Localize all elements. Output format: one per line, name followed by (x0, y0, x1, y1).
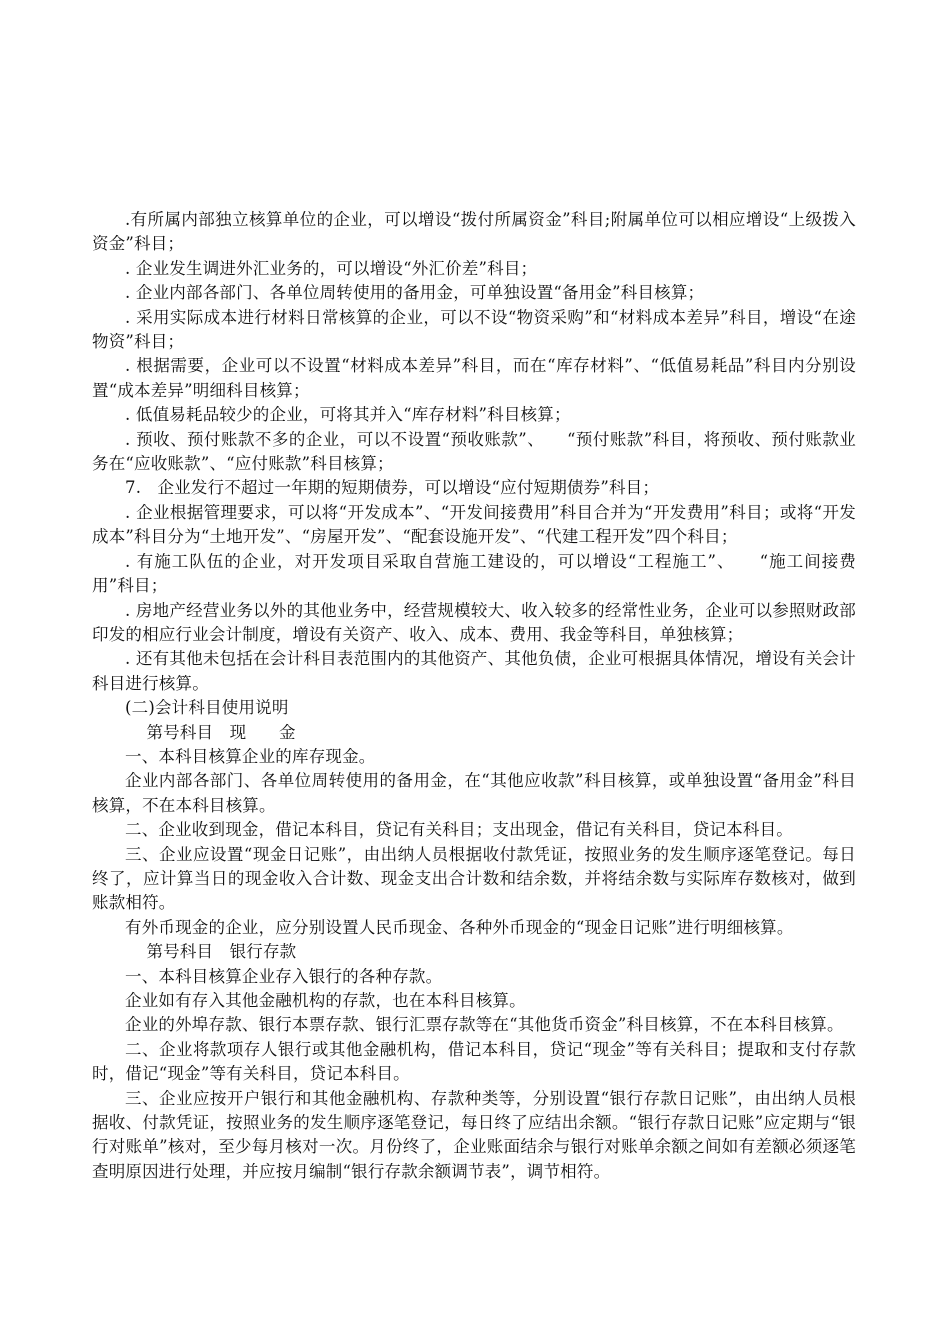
paragraph: . 还有其他未包括在会计科目表范围内的其他资产、其他负债，企业可根据具体情况，增设有关会计科目进行核算。 (92, 649, 856, 693)
paragraph: 企业内部各部门、各单位周转使用的备用金，在“其他应收款”科目核算，或单独设置“备用金”科目核算，不在本科目核算。 (92, 771, 856, 815)
paragraph: . 房地产经营业务以外的其他业务中，经营规模较大、收入较多的经常性业务，企业可以参照财政部印发的相应行业会计制度，增设有关资产、收入、成本、费用、我金等科目，单独核算； (92, 600, 856, 644)
paragraph: .有所属内部独立核算单位的企业，可以增设“拨付所属资金”科目;附属单位可以相应增设“上级拨入资金”科目； (92, 210, 856, 254)
section-heading: (二)会计科目使用说明 (125, 698, 289, 718)
paragraph: . 有施工队伍的企业，对开发项目采取自营施工建设的，可以增设“工程施工”、 “施工间接费用”科目； (92, 551, 856, 596)
paragraph: . 企业发生调进外汇业务的，可以增设“外汇价差”科目； (125, 258, 538, 278)
paragraph: 7. 企业发行不超过一年期的短期债券，可以增设“应付短期债券”科目； (125, 478, 660, 498)
paragraph: 一、本科目核算企业的库存现金。 (125, 746, 376, 766)
paragraph: . 企业内部各部门、各单位周转使用的备用金，可单独设置“备用金”科目核算； (125, 283, 705, 303)
subject-title-bank-deposit: 第号科目 银行存款 (146, 942, 297, 962)
subject-title-cash: 第号科目 现 金 (146, 722, 296, 742)
paragraph: 企业如有存入其他金融机构的存款，也在本科目核算。 (125, 991, 526, 1010)
paragraph: . 预收、预付账款不多的企业，可以不设置“预收账款”、 “预付账款”科目，将预收、预付账款业务在“应收账款”、“应付账款”科目核算； (92, 429, 856, 474)
paragraph: . 低值易耗品较少的企业，可将其并入“库存材料”科目核算； (125, 405, 571, 425)
paragraph: 有外币现金的企业，应分别设置人民币现金、各种外币现金的“现金日记账”进行明细核算。 (125, 917, 794, 937)
paragraph: . 采用实际成本进行材料日常核算的企业，可以不设“物资采购”和“材料成本差异”科目，增设“在途物资”科目； (92, 307, 856, 352)
paragraph: 三、企业应设置“现金日记账”，由出纳人员根据收付款凭证，按照业务的发生顺序逐笔登记。每日终了，应计算当日的现金收入合计数、现金支出合计数和结余数，并将结余数与实际库存数核对，做到账款相符。 (92, 844, 856, 913)
paragraph: 二、企业收到现金，借记本科目，贷记有关科目；支出现金，借记有关科目，贷记本科目。 (125, 820, 793, 840)
paragraph: . 企业根据管理要求，可以将“开发成本”、“开发间接费用”科目合并为“开发费用”科目；或将“开发成本”科目分为“土地开发”、“房屋开发”、“配套设施开发”、“代建工程开发”四个科目； (92, 502, 856, 547)
paragraph: 企业的外埠存款、银行本票存款、银行汇票存款等在“其他货币资金”科目核算，不在本科目核算。 (125, 1015, 844, 1035)
paragraph: 一、本科目核算企业存入银行的各种存款。 (125, 966, 443, 986)
paragraph: 三、企业应按开户银行和其他金融机构、存款种类等，分别设置“银行存款日记账”，由出纳人员根据收、付款凭证，按照业务的发生顺序逐笔登记，每日终了应结出余额。“银行存款日记账”应定期与“银行对账单”核对，至少每月核对一次。月份终了，企业账面结余与银行对账单余额之间如有差额必须逐笔查明原因进行处理，并应按月编制“银行存款余额调节表”，调节相符。 (92, 1088, 856, 1181)
document-body (92, 208, 856, 1184)
paragraph: 二、企业将款项存人银行或其他金融机构，借记本科目，贷记“现金”等有关科目；提取和支付存款时，借记“现金”等有关科目，贷记本科目。 (92, 1039, 856, 1084)
paragraph: . 根据需要，企业可以不设置“材料成本差异”科目，而在“库存材料”、“低值易耗品”科目内分别设置“成本差异”明细科目核算； (92, 356, 856, 400)
